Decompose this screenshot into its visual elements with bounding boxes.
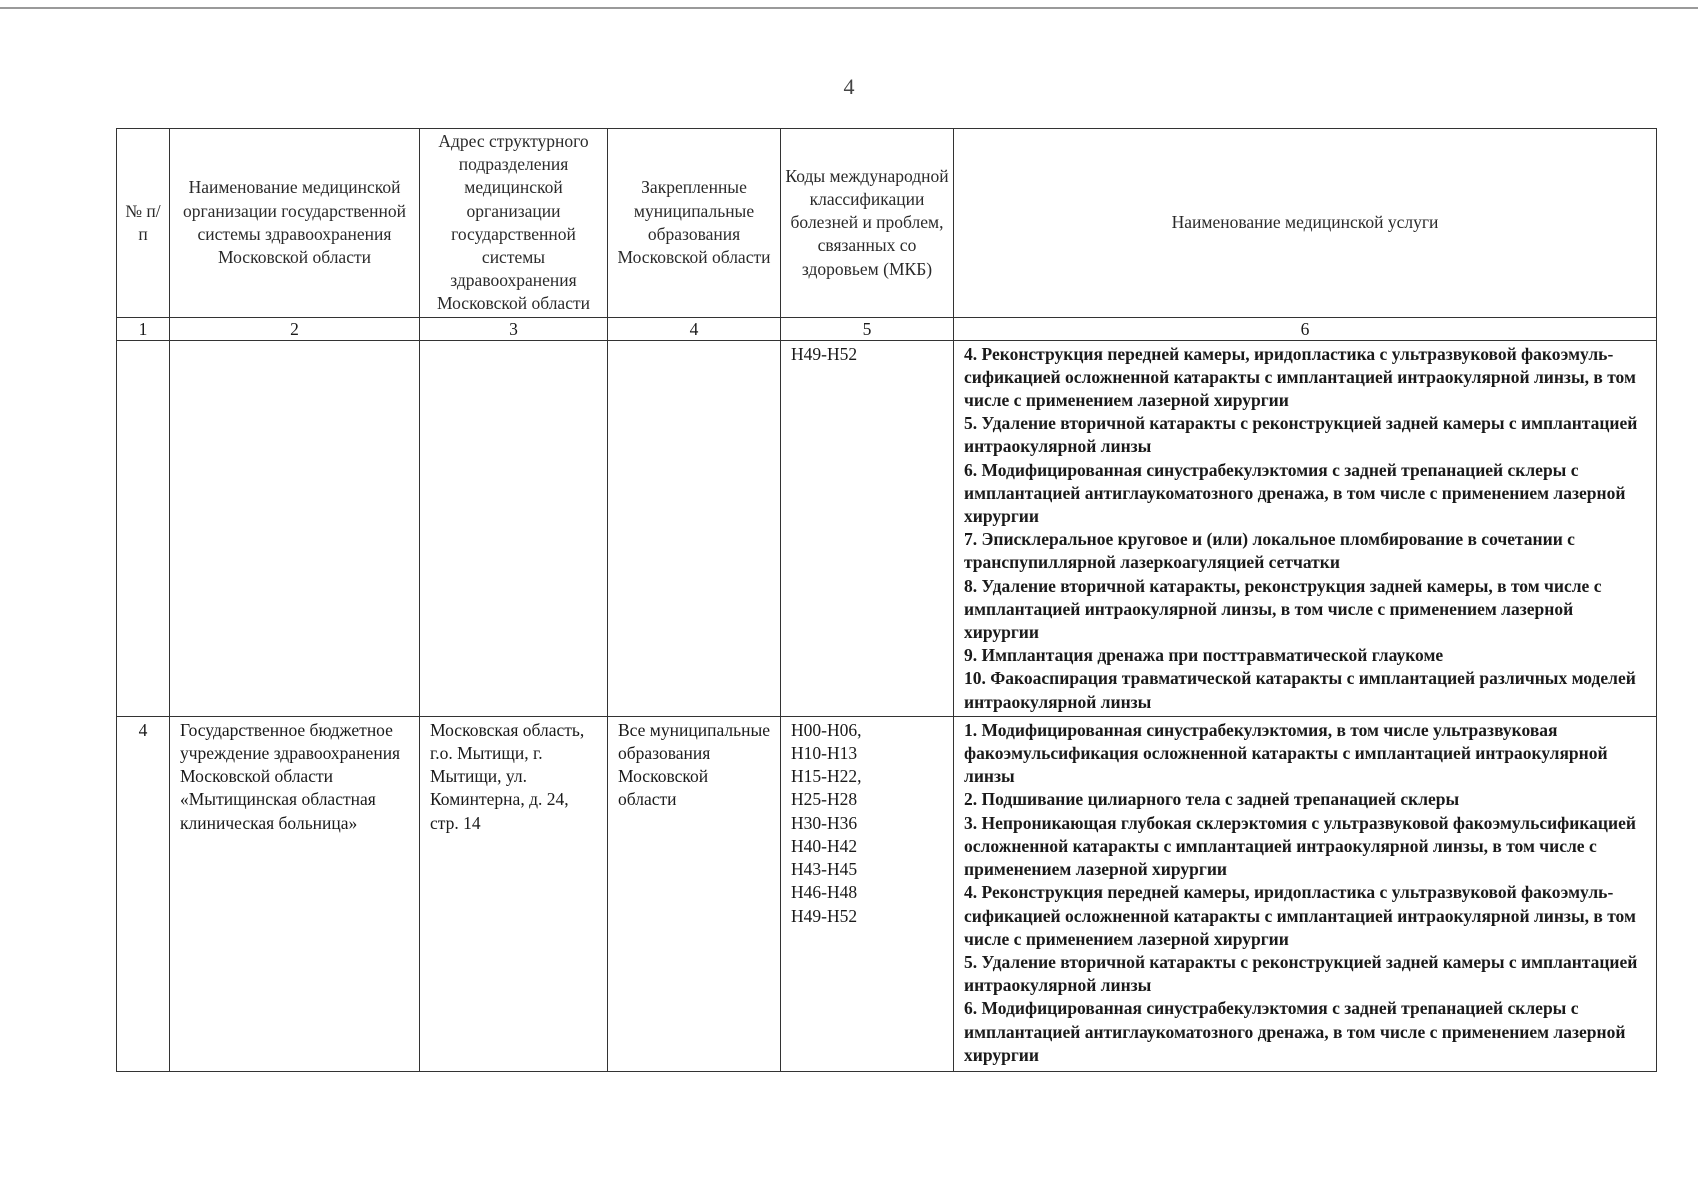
column-number: 1	[117, 317, 170, 340]
icd-code: H43-H45	[791, 859, 858, 880]
service-item: 1. Модифицированная синустрабекулэктомия, в том числе ультразвуковая факоэмульсификация осложненной катаракты с имплантацией интраокулярной линзы	[964, 719, 1608, 787]
service-item: 4. Реконструкция передней камеры, иридопластика с ультразвуковой факоэмуль-сификацией осложненной катаракты с имплантацией интраокулярной линзы, в том числе с применением лазерной хирургии	[964, 882, 1636, 949]
header-col-service: Наименование медицинской услуги	[954, 129, 1657, 318]
column-number: 5	[781, 317, 954, 340]
icd-code: H30-H36	[791, 812, 858, 833]
icd-code: H10-H13	[791, 743, 858, 764]
services-table	[116, 128, 1657, 1072]
service-item: 8. Удаление вторичной катаракты, реконструкция задней камеры, в том числе с имплантацией интраокулярной линзы, в том числе с применением лазерной хирургии	[964, 575, 1602, 643]
icd-codes-cell	[781, 716, 954, 1071]
service-item: 9. Имплантация дренажа при посттравматической глаукоме	[964, 645, 1444, 666]
address-cell	[420, 340, 608, 716]
service-item: 7. Эписклеральное круговое и (или) локальное пломбирование в сочетании с транспупиллярной лазеркоагуляцией сетчатки	[964, 529, 1575, 573]
service-item: 6. Модифицированная синустрабекулэктомия с задней трепанацией склеры с имплантацией антиглаукоматозного дренажа, в том числе с применением лазерной хирургии	[964, 459, 1626, 527]
service-item: 5. Удаление вторичной катаракты с реконструкцией задней камеры с имплантацией интраокулярной линзы	[964, 951, 1638, 996]
column-number-row	[117, 317, 1657, 340]
organization-cell: Государственное бюджетное учреждение здравоохранения Московской области «Мытищинская областная клиническая больница»	[170, 716, 420, 1071]
organization-cell	[170, 340, 420, 716]
row-number-cell: 4	[117, 716, 170, 1071]
row-number-cell	[117, 340, 170, 716]
table-row	[117, 340, 1657, 716]
page-number: 4	[843, 74, 855, 99]
top-rule	[0, 7, 1698, 9]
table-row	[117, 716, 1657, 1071]
header-col-address: Адрес структурного подразделения медицинской организации государственной системы здравоохранения Московской области	[420, 129, 608, 318]
icd-code: H49-H52	[791, 905, 858, 926]
table-header-row	[117, 129, 1657, 318]
service-item: 3. Непроникающая глубокая склерэктомия с ультразвуковой факоэмульсификацией осложненной катаракты с имплантацией интраокулярной линзы, в том числе с применением лазерной хирургии	[964, 812, 1636, 880]
service-item: 2. Подшивание цилиарного тела с задней трепанацией склеры	[964, 789, 1460, 810]
icd-code: H25-H28	[791, 789, 858, 810]
column-number: 4	[608, 317, 781, 340]
municipal-cell: Все муниципальные образования Московской области	[608, 716, 781, 1071]
header-col-municipal: Закрепленные муниципальные образования Московской области	[608, 129, 781, 318]
column-number: 2	[170, 317, 420, 340]
header-col-number: № п/п	[117, 129, 170, 318]
services-cell	[954, 340, 1657, 716]
service-item: 4. Реконструкция передней камеры, иридопластика с ультразвуковой факоэмуль-сификацией осложненной катаракты с имплантацией интраокулярной линзы, в том числе с применением лазерной хирургии	[964, 343, 1636, 411]
address-cell: Московская область, г.о. Мытищи, г. Мытищи, ул. Коминтерна, д. 24, стр. 14	[420, 716, 608, 1071]
icd-code: H00-H06,	[791, 719, 862, 740]
service-item: 10. Факоаспирация травматической катаракты с имплантацией различных моделей интраокулярной линзы	[964, 668, 1636, 712]
service-item: 5. Удаление вторичной катаракты с реконструкцией задней камеры с имплантацией интраокулярной линзы	[964, 413, 1638, 457]
icd-codes-cell	[781, 340, 954, 716]
services-cell	[954, 716, 1657, 1071]
icd-code: H40-H42	[791, 835, 858, 856]
column-number: 3	[420, 317, 608, 340]
column-number: 6	[954, 317, 1657, 340]
municipal-cell	[608, 340, 781, 716]
header-col-organization: Наименование медицинской организации государственной системы здравоохранения Московской области	[170, 129, 420, 318]
service-item: 6. Модифицированная синустрабекулэктомия с задней трепанацией склеры с имплантацией антиглаукоматозного дренажа, в том числе с применением лазерной хирургии	[964, 998, 1626, 1065]
icd-code: H49-H52	[791, 343, 858, 364]
icd-code: H46-H48	[791, 882, 858, 903]
header-col-icd-codes: Коды международной классификации болезней и проблем, связанных со здоровьем (МКБ)	[781, 129, 954, 318]
icd-code: H15-H22,	[791, 766, 862, 787]
